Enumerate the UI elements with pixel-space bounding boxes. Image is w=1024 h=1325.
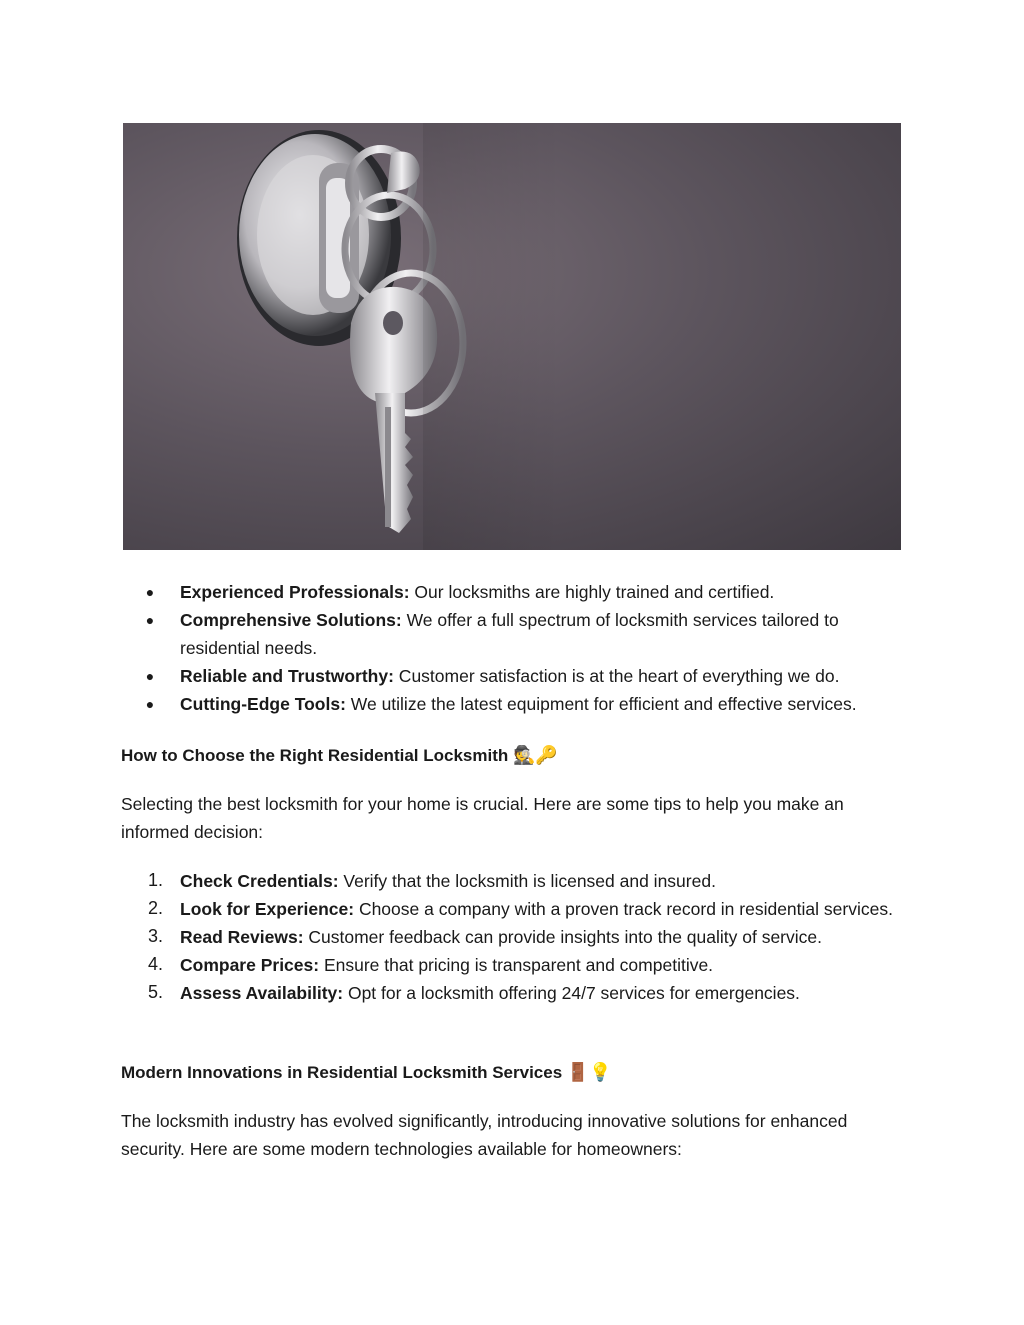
item-title: Look for Experience:	[180, 899, 355, 919]
item-text: Our locksmiths are highly trained and certified.	[409, 582, 775, 602]
detective-key-icon: 🕵🔑	[512, 745, 558, 766]
item-text: Opt for a locksmith offering 24/7 services for emergencies.	[343, 983, 800, 1003]
hero-image	[123, 123, 901, 550]
item-title: Comprehensive Solutions:	[180, 610, 402, 630]
key-in-lock-image	[123, 123, 901, 550]
list-item	[121, 578, 911, 606]
list-item	[121, 662, 911, 690]
innovations-intro-paragraph: The locksmith industry has evolved significantly, introducing innovative solutions for enhanced security. Here are some modern technologies available for homeowners:	[121, 1111, 848, 1159]
item-title: Compare Prices:	[180, 955, 320, 975]
item-text: Choose a company with a proven track record in residential services.	[354, 899, 893, 919]
step-number: 5.	[148, 982, 164, 1002]
item-text: Customer feedback can provide insights into the quality of service.	[303, 927, 822, 947]
step-number: 1.	[148, 870, 164, 890]
benefits-list	[121, 578, 911, 718]
item-text: We utilize the latest equipment for efficient and effective services.	[345, 694, 857, 714]
bullet-icon: ●	[145, 584, 155, 600]
step-number: 3.	[148, 926, 164, 946]
list-item	[121, 951, 911, 979]
item-title: Check Credentials:	[180, 871, 339, 891]
list-item	[121, 923, 911, 951]
bullet-icon: ●	[145, 668, 155, 684]
tips-list	[121, 867, 911, 1007]
list-item	[121, 895, 911, 923]
item-title: Reliable and Trustworthy:	[180, 666, 394, 686]
bullet-icon: ●	[145, 696, 155, 712]
list-item	[121, 606, 911, 662]
heading-text: Modern Innovations in Residential Locksmith Services	[121, 1063, 567, 1082]
step-number: 4.	[148, 954, 164, 974]
item-title: Experienced Professionals:	[180, 582, 410, 602]
heading-text: How to Choose the Right Residential Locksmith	[121, 746, 513, 765]
list-item	[121, 690, 911, 718]
section-heading-choose	[121, 742, 911, 770]
item-title: Cutting-Edge Tools:	[180, 694, 346, 714]
list-item	[121, 979, 911, 1007]
item-title: Assess Availability:	[180, 983, 344, 1003]
item-text: Ensure that pricing is transparent and competitive.	[319, 955, 714, 975]
step-number: 2.	[148, 898, 164, 918]
bullet-icon: ●	[145, 612, 155, 628]
section-heading-innovations	[121, 1059, 911, 1087]
item-text: Verify that the locksmith is licensed and insured.	[338, 871, 716, 891]
door-lightbulb-icon: 🚪💡	[566, 1062, 612, 1083]
choose-intro-paragraph: Selecting the best locksmith for your home is crucial. Here are some tips to help you make an informed decision:	[121, 794, 844, 842]
item-text: Customer satisfaction is at the heart of everything we do.	[393, 666, 840, 686]
list-item	[121, 867, 911, 895]
item-title: Read Reviews:	[180, 927, 304, 947]
item-text: We offer a full spectrum of locksmith services tailored to residential needs.	[180, 610, 839, 658]
